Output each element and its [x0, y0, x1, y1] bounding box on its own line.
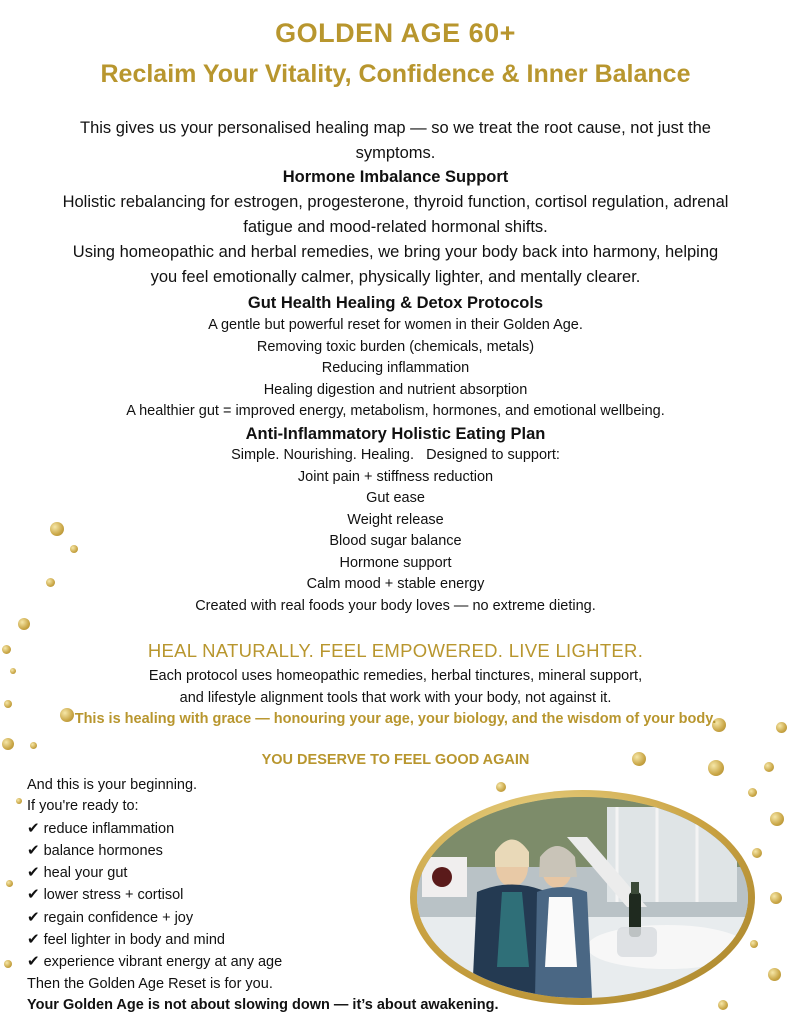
confetti-dot [30, 742, 37, 749]
gut-heading: Gut Health Healing & Detox Protocols [247, 294, 544, 312]
checklist-item: ✔ feel lighter in body and mind [27, 931, 225, 949]
page-title: GOLDEN AGE 60+ [275, 18, 516, 48]
eating-line: Blood sugar balance [329, 533, 462, 549]
eating-plan-heading: Anti-Inflammatory Holistic Eating Plan [245, 425, 546, 443]
checklist-item: ✔ balance hormones [27, 841, 163, 859]
check-icon: ✔ [27, 886, 40, 904]
confetti-dot [718, 1000, 728, 1010]
checklist-item: ✔ experience vibrant energy at any age [27, 953, 283, 971]
hormone-body [0, 190, 791, 290]
confetti-dot [748, 788, 757, 797]
gut-line: Removing toxic burden (chemicals, metals) [256, 338, 535, 355]
eating-line: Simple. Nourishing. Healing. Designed to support: [231, 447, 560, 463]
gut-line: A healthier gut = improved energy, metabolism, hormones, and emotional wellbeing. [126, 403, 665, 419]
hormone-line: fatigue and mood-related hormonal shifts. [243, 218, 548, 236]
check-icon: ✔ [27, 841, 40, 859]
eating-line: Weight release [347, 511, 444, 528]
eating-plan-body [0, 445, 791, 617]
protocol-line: and lifestyle alignment tools that work with your body, not against it. [179, 689, 612, 706]
check-icon: ✔ [27, 953, 40, 971]
final-statement: Your Golden Age is not about slowing down — it’s about awakening. [27, 996, 499, 1013]
confetti-dot [6, 880, 13, 887]
gut-line: Healing digestion and nutrient absorption [263, 381, 528, 398]
golden-age-reset-line: Then the Golden Age Reset is for you. [27, 975, 273, 992]
hormone-line: Holistic rebalancing for estrogen, progesterone, thyroid function, cortisol regulation, adrenal [62, 193, 729, 211]
checklist-item: ✔ heal your gut [27, 864, 128, 882]
confetti-dot [2, 738, 14, 750]
confetti-dot [770, 812, 784, 826]
gut-body [0, 315, 791, 423]
page-subtitle: Reclaim Your Vitality, Confidence & Inner Balance [100, 60, 691, 88]
gut-line: Reducing inflammation [321, 360, 470, 376]
confetti-dot [16, 798, 22, 804]
protocol-line: Each protocol uses homeopathic remedies, herbal tinctures, mineral support, [148, 668, 643, 684]
confetti-dot [18, 618, 30, 630]
confetti-dot [4, 960, 12, 968]
hormone-line: you feel emotionally calmer, physically lighter, and mentally clearer. [150, 268, 641, 286]
boat-photo [417, 797, 748, 998]
tagline: HEAL NATURALLY. FEEL EMPOWERED. LIVE LIGHTER. [147, 640, 644, 661]
checklist-item: ✔ lower stress + cortisol [27, 886, 184, 904]
eating-line: Created with real foods your body loves — no extreme dieting. [195, 597, 596, 614]
checklist-item: ✔ reduce inflammation [27, 819, 175, 837]
hormone-heading: Hormone Imbalance Support [282, 168, 509, 186]
hormone-line: Using homeopathic and herbal remedies, we bring your body back into harmony, helping [72, 243, 719, 261]
deserve-heading: YOU DESERVE TO FEEL GOOD AGAIN [261, 752, 530, 768]
confetti-dot [752, 848, 762, 858]
checklist-item: ✔ regain confidence + joy [27, 908, 194, 926]
check-icon: ✔ [27, 908, 40, 926]
eating-line: Gut ease [366, 490, 425, 506]
ready-line: If you're ready to: [27, 798, 139, 815]
eating-line: Calm mood + stable energy [306, 576, 485, 592]
intro-line: This gives us your personalised healing map — so we treat the root cause, not just the [79, 119, 711, 137]
gut-line: A gentle but powerful reset for women in their Golden Age. [208, 317, 583, 333]
intro-line: symptoms. [355, 144, 436, 162]
confetti-dot [768, 968, 781, 981]
grace-highlight: This is healing with grace — honouring your age, your biology, and the wisdom of your body. [74, 711, 717, 727]
check-icon: ✔ [27, 864, 40, 882]
eating-line: Hormone support [339, 554, 452, 571]
boat-photo-illustration [417, 797, 748, 998]
protocol-text [0, 666, 791, 709]
confetti-dot [750, 940, 758, 948]
eating-line: Joint pain + stiffness reduction [297, 468, 494, 485]
check-icon: ✔ [27, 819, 40, 837]
confetti-dot [770, 892, 782, 904]
beginning-line: And this is your beginning. [27, 777, 198, 793]
intro-text [0, 116, 791, 166]
check-icon: ✔ [27, 931, 40, 949]
